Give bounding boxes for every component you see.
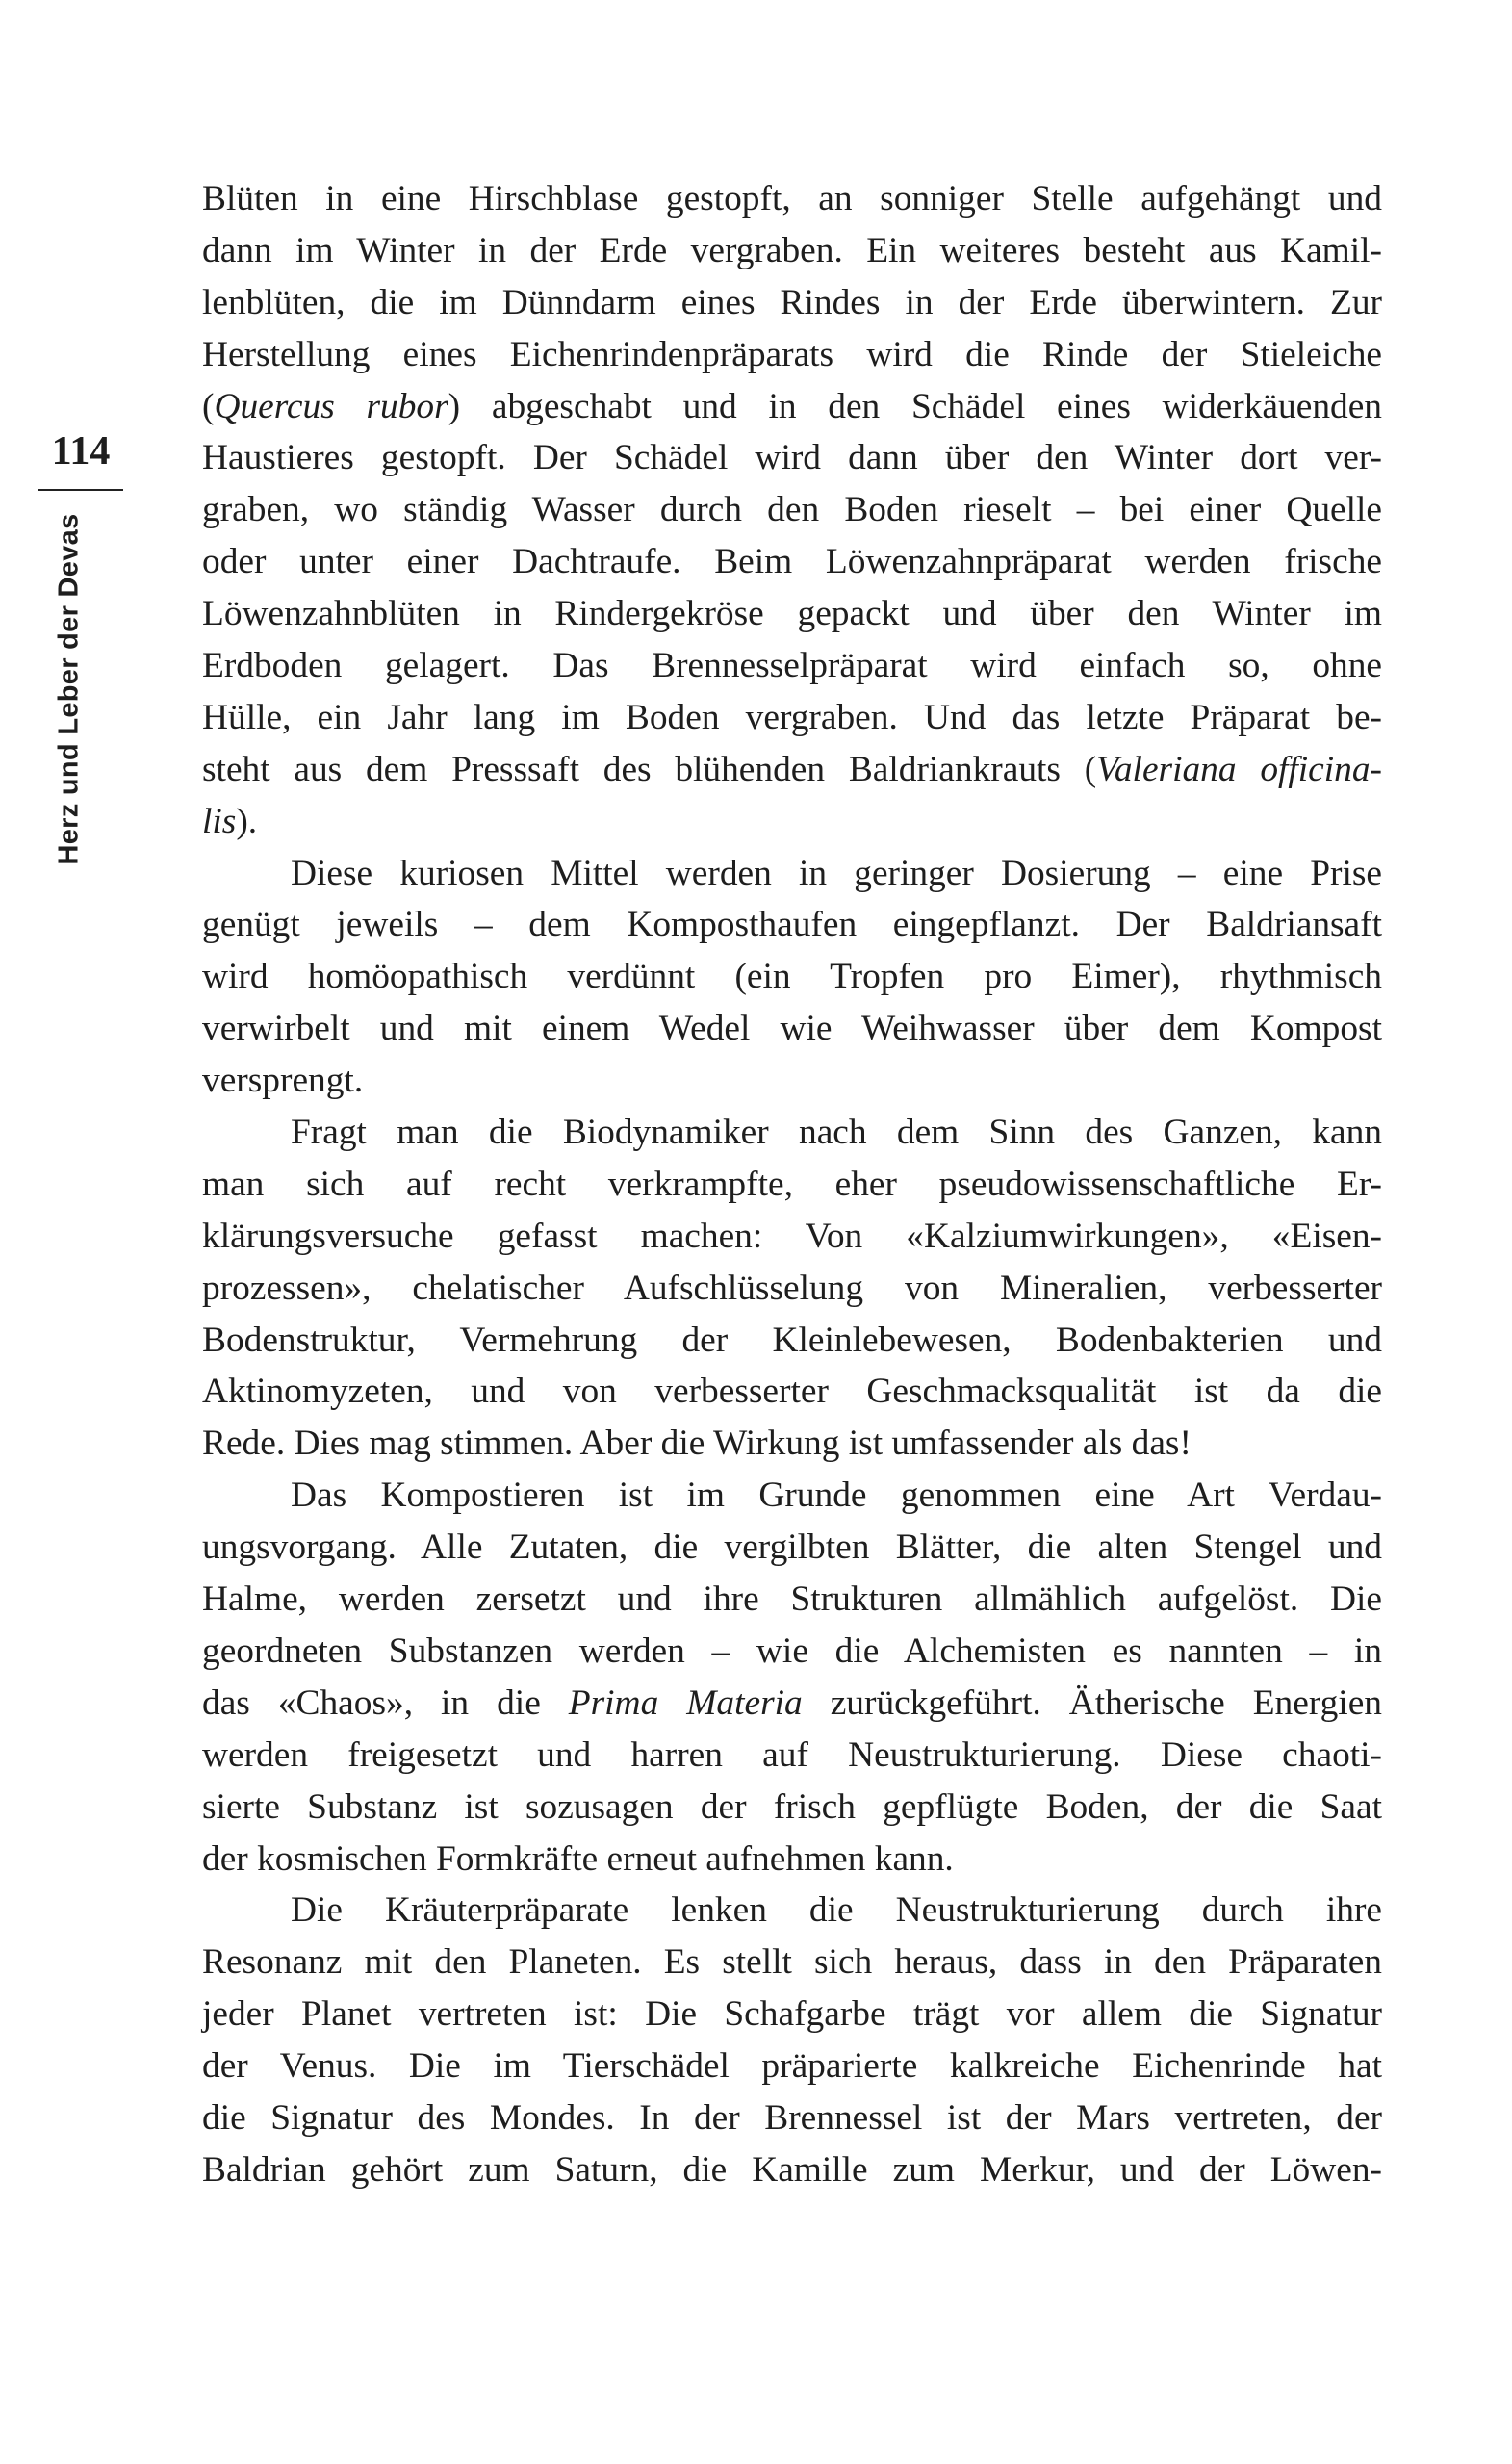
text-line: lenblüten, die im Dünndarm eines Rindes in der Erde überwintern. Zur: [202, 282, 1382, 322]
text-line: wird homöopathisch verdünnt (ein Tropfen pro Eimer), rhythmisch: [202, 957, 1382, 997]
text-line: der kosmischen Formkräfte erneut aufnehmen kann.: [202, 1838, 954, 1879]
italic-term: lis: [202, 801, 237, 841]
text-line: dann im Winter in der Erde vergraben. Ein weiteres besteht aus Kamil-: [202, 230, 1382, 270]
text-line: ungsvorgang. Alle Zutaten, die vergilbten Blätter, die alten Stengel und: [202, 1527, 1382, 1568]
text-line: Rede. Dies mag stimmen. Aber die Wirkung ist umfassender als das!: [202, 1424, 1192, 1464]
text-line: sierte Substanz ist sozusagen der frisch gepflügte Boden, der die Saat: [202, 1786, 1382, 1827]
text-span: (: [202, 386, 215, 426]
text-span: ) abgeschabt und in den Schädel eines widerkäuenden: [448, 386, 1382, 426]
running-head-text: Herz und Leber der Devas: [53, 513, 85, 865]
text-line: Erdboden gelagert. Das Brennesselpräparat wird einfach so, ohne: [202, 646, 1382, 686]
text-line: Aktinomyzeten, und von verbesserter Geschmacksqualität ist da die: [202, 1372, 1382, 1412]
text-line: genügt jeweils – dem Komposthaufen eingepflanzt. Der Baldriansaft: [202, 905, 1382, 945]
text-line: Hülle, ein Jahr lang im Boden vergraben. Und das letzte Präparat be-: [202, 697, 1382, 737]
text-line: Resonanz mit den Planeten. Es stellt sich heraus, dass in den Präparaten: [202, 1942, 1382, 1983]
text-line: die Signatur des Mondes. In der Brennessel ist der Mars vertreten, der: [202, 2097, 1382, 2138]
text-line: [202, 381, 1382, 433]
italic-term: Prima Materia: [568, 1682, 803, 1723]
body-text: [202, 173, 1382, 2196]
text-line: Blüten in eine Hirschblase gestopft, an sonniger Stelle aufgehängt und: [202, 179, 1382, 218]
text-line: Die Kräuterpräparate lenken die Neustrukturierung durch ihre: [291, 1890, 1382, 1931]
margin-rule: [38, 489, 123, 491]
text-line: [202, 796, 1382, 848]
text-line: oder unter einer Dachtraufe. Beim Löwenzahnpräparat werden frische: [202, 542, 1382, 582]
text-line: prozessen», chelatischer Aufschlüsselung von Mineralien, verbesserter: [202, 1268, 1382, 1308]
text-line: klärungsversuche gefasst machen: Von «Kalziumwirkungen», «Eisen-: [202, 1216, 1382, 1256]
text-line: Bodenstruktur, Vermehrung der Kleinlebewesen, Bodenbakterien und: [202, 1320, 1382, 1360]
text-line: verwirbelt und mit einem Wedel wie Weihwasser über dem Kompost: [202, 1009, 1382, 1049]
text-line: [202, 744, 1382, 796]
text-line: Löwenzahnblüten in Rindergekröse gepackt und über den Winter im: [202, 594, 1382, 634]
text-line: geordneten Substanzen werden – wie die Alchemisten es nannten – in: [202, 1630, 1382, 1671]
text-line: Das Kompostieren ist im Grunde genommen eine Art Verdau-: [291, 1476, 1382, 1516]
text-line: graben, wo ständig Wasser durch den Boden rieselt – bei einer Quelle: [202, 490, 1382, 530]
page-number: 114: [51, 429, 111, 474]
text-span: steht aus dem Presssaft des blühenden Baldriankrauts (: [202, 749, 1097, 789]
text-span: das «Chaos», in die: [202, 1682, 569, 1723]
text-line: Baldrian gehört zum Saturn, die Kamille zum Merkur, und der Löwen-: [202, 2149, 1382, 2190]
italic-term: Valeriana officina-: [1096, 749, 1383, 789]
text-line: Haustieres gestopft. Der Schädel wird dann über den Winter dort ver-: [202, 438, 1382, 478]
text-line: Diese kuriosen Mittel werden in geringer Dosierung – eine Prise: [291, 853, 1382, 893]
text-line: Herstellung eines Eichenrindenpräparats wird die Rinde der Stieleiche: [202, 334, 1382, 374]
text-line: [202, 1678, 1382, 1730]
text-line: jeder Planet vertreten ist: Die Schafgarbe trägt vor allem die Signatur: [202, 1994, 1382, 2035]
text-span: zurückgeführt. Ätherische Energien: [802, 1682, 1382, 1723]
text-span: ).: [236, 801, 258, 841]
text-line: werden freigesetzt und harren auf Neustrukturierung. Diese chaoti-: [202, 1734, 1382, 1775]
text-line: Halme, werden zersetzt und ihre Strukturen allmählich aufgelöst. Die: [202, 1579, 1382, 1620]
text-line: man sich auf recht verkrampfte, eher pseudowissenschaftliche Er-: [202, 1164, 1382, 1204]
text-line: versprengt.: [202, 1061, 364, 1101]
italic-term: Quercus rubor: [214, 386, 448, 426]
text-line: Fragt man die Biodynamiker nach dem Sinn des Ganzen, kann: [291, 1113, 1382, 1153]
text-line: der Venus. Die im Tierschädel präparierte kalkreiche Eichenrinde hat: [202, 2046, 1382, 2087]
